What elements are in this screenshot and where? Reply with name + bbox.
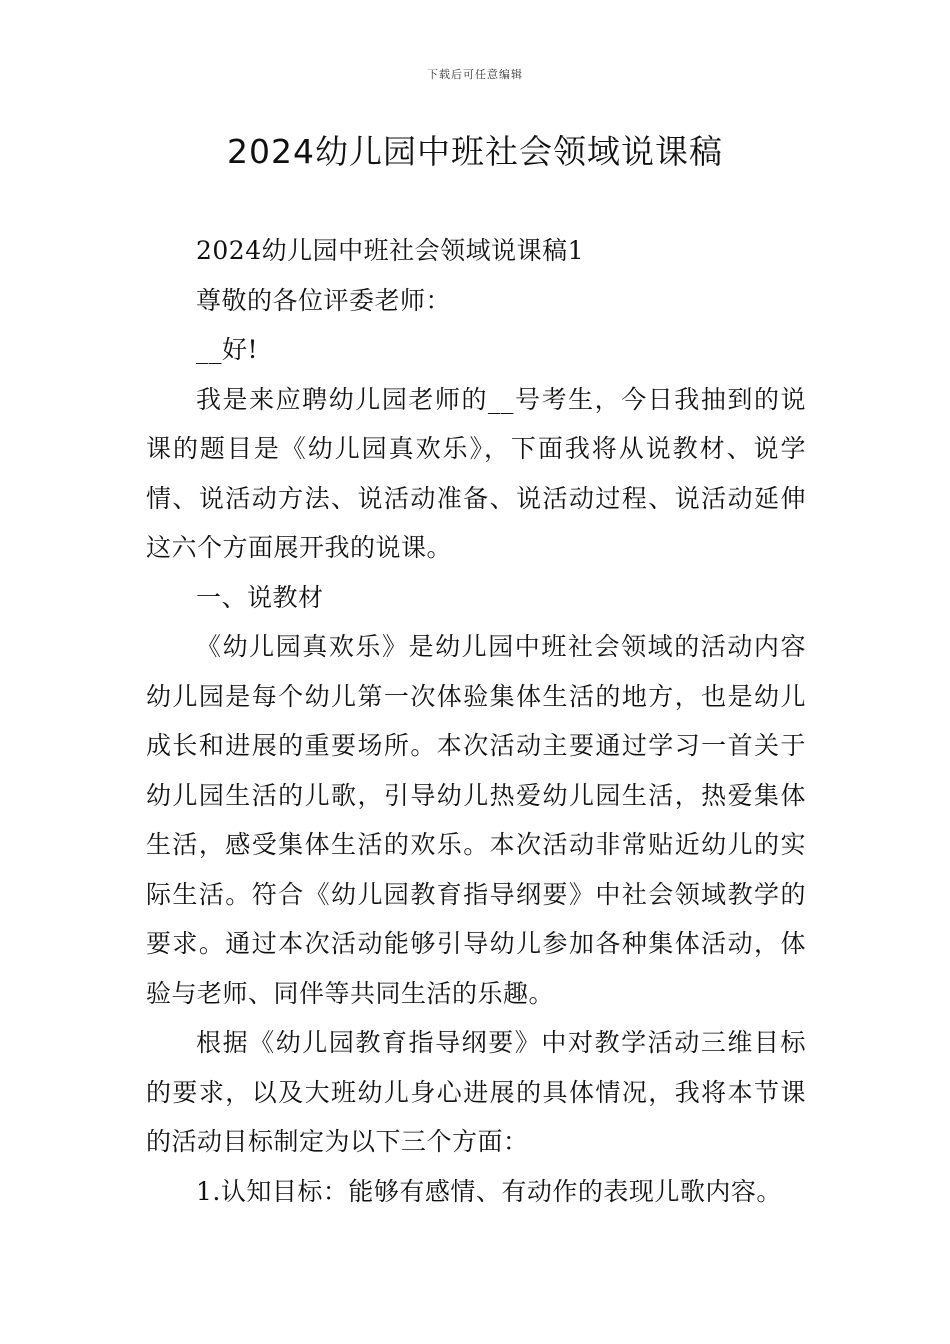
paragraph-intro: 我是来应聘幼儿园老师的__号考生，今日我抽到的说课的题目是《幼儿园真欢乐》，下面我将从说教材、说学情、说活动方法、说活动准备、说活动过程、说活动延伸这六个方面展开我的说课。 [146,384,806,562]
paragraph-goal-1: 1.认知目标：能够有感情、有动作的表现儿歌内容。 [196,1176,782,1206]
header-note: 下载后可任意编辑 [427,68,523,81]
paragraph-greeting: 尊敬的各位评委老师： [196,285,452,315]
paragraph-goals: 根据《幼儿园教育指导纲要》中对教学活动三维目标的要求，以及大班幼儿身心进展的具体情况，我将本节课的活动目标制定为以下三个方面： [146,1028,806,1156]
section-heading-materials: 一、说教材 [196,582,324,612]
paragraph-materials: 《幼儿园真欢乐》是幼儿园中班社会领域的活动内容幼儿园是每个幼儿第一次体验集体生活的地方，也是幼儿成长和进展的重要场所。本次活动主要通过学习一首关于幼儿园生活的儿歌，引导幼儿热爱幼儿园生活，热爱集体生活，感受集体生活的欢乐。本次活动非常贴近幼儿的实际生活。符合《幼儿园教育指导纲要》中社会领域教学的要求。通过本次活动能够引导幼儿参加各种集体活动，体验与老师、同伴等共同生活的乐趣。 [146,632,806,1008]
document-body [146,226,806,1216]
document-title: 2024幼儿园中班社会领域说课稿 [227,132,723,171]
paragraph-hello: __好! [196,335,259,364]
paragraph-subtitle: 2024幼儿园中班社会领域说课稿1 [196,236,585,265]
